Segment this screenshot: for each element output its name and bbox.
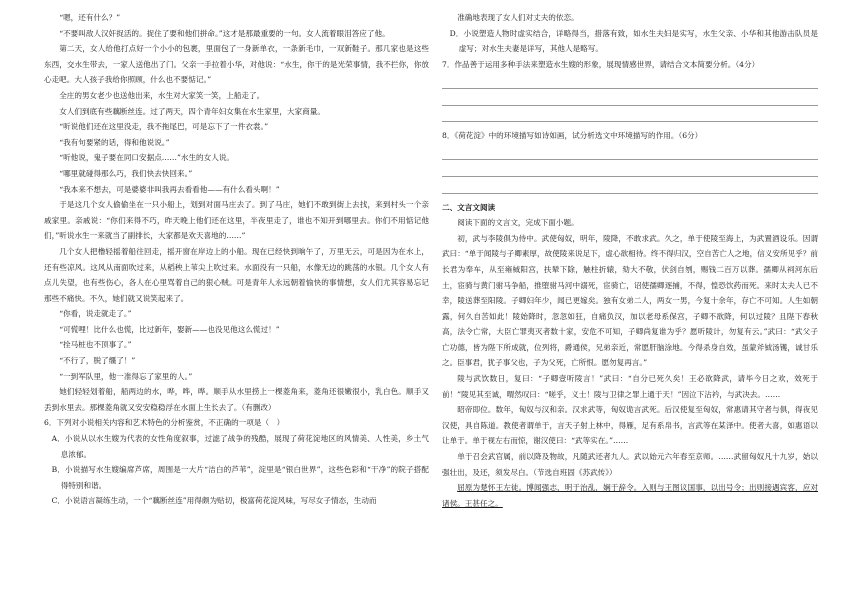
story-paragraph: “听说他们还在这里没走，我不拖尾巴，可是忘下了一件衣裳。” xyxy=(59,122,269,132)
story-paragraph: “不要叫敌人汉奸捉活的。捉住了要和他们拼命。”这才是那最重要的一句。女人流着眼泪答应了他。 xyxy=(59,28,390,38)
story-paragraph: 于是这几个女人偷偷坐在一只小船上，划到对面马庄去了。到了马庄，她们不敢到街上去找，来到村头一个亲戚家里。亲戚说：“你们来得不巧，昨天晚上他们还在这里，半夜里走了，谁也不知开到哪里去。你们不用惦记他们，”听说水生一来就当了副排长，大家都是欢天喜地的……” xyxy=(44,200,429,241)
classical-paragraph: 单于召会武官属，前以降及物故，凡随武还者九人。武以始元六年春至京师。……武留匈奴凡十九岁，始以强壮出，及还，须发尽白。（节选自班固《苏武传》） xyxy=(442,452,818,477)
answer-line[interactable] xyxy=(442,72,818,89)
story-text xyxy=(44,10,429,415)
story-paragraph: 她们轻轻划着船，船两边的水，哗，哗，哗。顺手从水里捞上一棵菱角来，菱角还很嫩很小，乳白色。顺手又丢到水里去。那棵菱角就又安安稳稳浮在水面上生长去了。（有删改） xyxy=(44,387,429,412)
question-6-option: B．小说描写水生嫂编席芦席，周围是一大片“洁白的芦苇”，淀里是“银白世界”，这些色彩和“干净”的院子搭配得特别和谐。 xyxy=(51,465,429,490)
story-paragraph: “嗯，还有什么？” xyxy=(59,13,121,22)
question-6-option-c-continued: 准确地表现了女人们对丈夫的依恋。 xyxy=(457,13,579,22)
classical-paragraph: 初，武与李陵俱为侍中。武使匈奴，明年，陵降，不敢求武。久之，单于使陵至海上，为武置酒设乐。因谓武曰：“单于闻陵与子卿素厚，故使陵来说足下，虚心欲相待。终不得归汉，空自苦亡人之地，信义安所见乎？前长君为奉车，从至雍棫阳宫，扶辇下除，触柱折辕，劾大不敬，伏剑自刎，赐钱二百万以葬。孺卿从祠河东后土，宦骑与黄门驸马争船，推堕驸马河中溺死，宦骑亡，诏使孺卿逐捕，不得，惶恐饮药而死。来时太夫人已不幸，陵送葬至阳陵。子卿妇年少，闻已更嫁矣。独有女弟二人，两女一男，今复十余年，存亡不可知。人生如朝露，何久自苦如此！陵始降时，忽忽如狂，自痛负汉，加以老母系保宫，子卿不欲降，何以过陵？且陛下春秋高，法令亡常，大臣亡罪夷灭者数十家，安危不可知，子卿尚复谁为乎？愿听陵计，勿复有云。”武曰：“武父子亡功德，皆为陛下所成就，位列将，爵通侯，兄弟亲近，常愿肝脑涂地。今得杀身自效，虽蒙斧钺汤镬，诚甘乐之。臣事君，犹子事父也，子为父死，亡所恨。愿勿复再言。” xyxy=(442,233,818,368)
question-6-option: C．小说语言凝练生动，一个“藕断丝连”用得颇为贴切，极富荷花淀风味，写尽女子情态，生动而 xyxy=(51,496,377,506)
story-paragraph: “听他说，鬼子要在同口安据点……”水生的女人说。 xyxy=(59,153,235,163)
story-paragraph: “拴马桩也不顶事了。” xyxy=(59,340,132,350)
story-paragraph: “不行了，脱了缰了！” xyxy=(59,356,136,366)
classical-paragraph: 昭帝即位。数年，匈奴与汉和亲。汉求武等，匈奴诡言武死。后汉使复至匈奴，常惠请其守者与俱，得夜见汉使，具自陈道。教使者谓单于，言天子射上林中，得雁，足有系帛书，言武等在某泽中。使者大喜，如惠语以让单于。单于视左右而惊，谢汉使曰：“武等实在。”…… xyxy=(442,405,818,446)
answer-line[interactable] xyxy=(442,106,818,123)
story-paragraph: “我有句要紧的话，得和他说说。” xyxy=(59,137,170,147)
question-6-option: A．小说从以水生嫂为代表的女性角度叙事，过滤了战争的残酷，展现了荷花淀地区的风情美、人性美，乡土气息浓郁。 xyxy=(51,434,429,459)
story-paragraph: “一到军队里，他一准得忘了家里的人。” xyxy=(59,371,193,381)
story-paragraph: “我本来不想去，可是婆婆非叫我再去看看他——有什么看头啊！” xyxy=(59,184,280,194)
answer-line[interactable] xyxy=(442,177,818,194)
classical-paragraph: 陵与武饮数日，复曰：“子卿壹听陵言！”武曰：“自分已死久矣！王必欲降武，请毕今日之欢，效死于前！”陵见其至诚，喟然叹曰：“嗟乎，义士！陵与卫律之罪上通于天！”因泣下沾衿，与武决去。…… xyxy=(442,374,818,399)
answer-line[interactable] xyxy=(442,160,818,177)
left-column xyxy=(44,10,429,509)
question-6-option-d: D．小说塑造人物时虚实结合，详略得当，措落有致，如水生夫妇是实写，水生父亲、小华和其他游击队员是虚写；对水生夫妻是详写，其他人是略写。 xyxy=(449,28,818,54)
question-8: 8．《荷花淀》中的环境描写如诗如画，试分析选文中环境描写的作用。（6分） xyxy=(442,131,703,141)
classical-text xyxy=(442,231,818,481)
answer-lines-q8[interactable] xyxy=(442,144,818,194)
reading-instruction: 阅读下面的文言文，完成下面小题。 xyxy=(457,218,579,228)
answer-lines-q7[interactable] xyxy=(442,72,818,122)
story-paragraph: 第二天，女人给他打点好一个小小的包裹，里面包了一身新单衣，一条新毛巾，一双新鞋子。那几家也是这些东西，交水生带去，一家人送他出了门。父亲一手拉着小华，对他说：“水生，你干的是光荣事情，我不拦你，你放心走吧。大人孩子我给你照顾，什么也不要惦记。” xyxy=(44,44,429,85)
question-6-stem: 6．下列对小说相关内容和艺术特色的分析鉴赏，不正确的一项是（ ） xyxy=(44,418,285,428)
question-6-options xyxy=(44,431,429,509)
story-paragraph: “哪里就碰得那么巧，我们快去快回来。” xyxy=(59,168,193,178)
answer-line[interactable] xyxy=(442,89,818,106)
underlined-note: 屈原为楚怀王左徒。博闻强志，明于治乱，娴于辞令。入则与王图议国事，以出号令；出则接遇宾客，应对诸侯。王甚任之。 xyxy=(442,483,818,508)
story-paragraph: 几个女人把橹轻摇着船往回走，摇开窗在岸边上的小船。现在已经快到晌午了，万里无云，可是因为在水上，还有些凉风。这风从南面吹过来，从稻秧上苇尖上吹过来。水面没有一只船，水像无边的跳荡的水银。几个女人有点儿失望，也有些伤心，各人在心里骂着自己的狠心贼。可是青年人永远朝着愉快的事情想，女人们尤其容易忘记那些不痛快。不久，她们就又说笑起来了。 xyxy=(44,246,429,303)
question-7: 7．作品善于运用多种手法来塑造水生嫂的形象，展现情感世界，请结合文本简要分析。（4分） xyxy=(442,59,760,69)
story-paragraph: 全庄的男女老少也送他出来，水生对大家笑一笑，上船走了。 xyxy=(59,90,265,100)
answer-line[interactable] xyxy=(442,144,818,161)
story-paragraph: “可慌哩！比什么也慌，比过新年，娶新——也没见他这么慌过！” xyxy=(59,324,280,334)
section-heading-classical: 二、文言文阅读 xyxy=(442,202,496,212)
right-column xyxy=(442,10,818,511)
story-paragraph: “你看，说走就走了。” xyxy=(59,309,132,319)
story-paragraph: 女人们到底有些藕断丝连。过了两天，四个青年妇女集在水生家里，大家商量。 xyxy=(59,106,325,116)
